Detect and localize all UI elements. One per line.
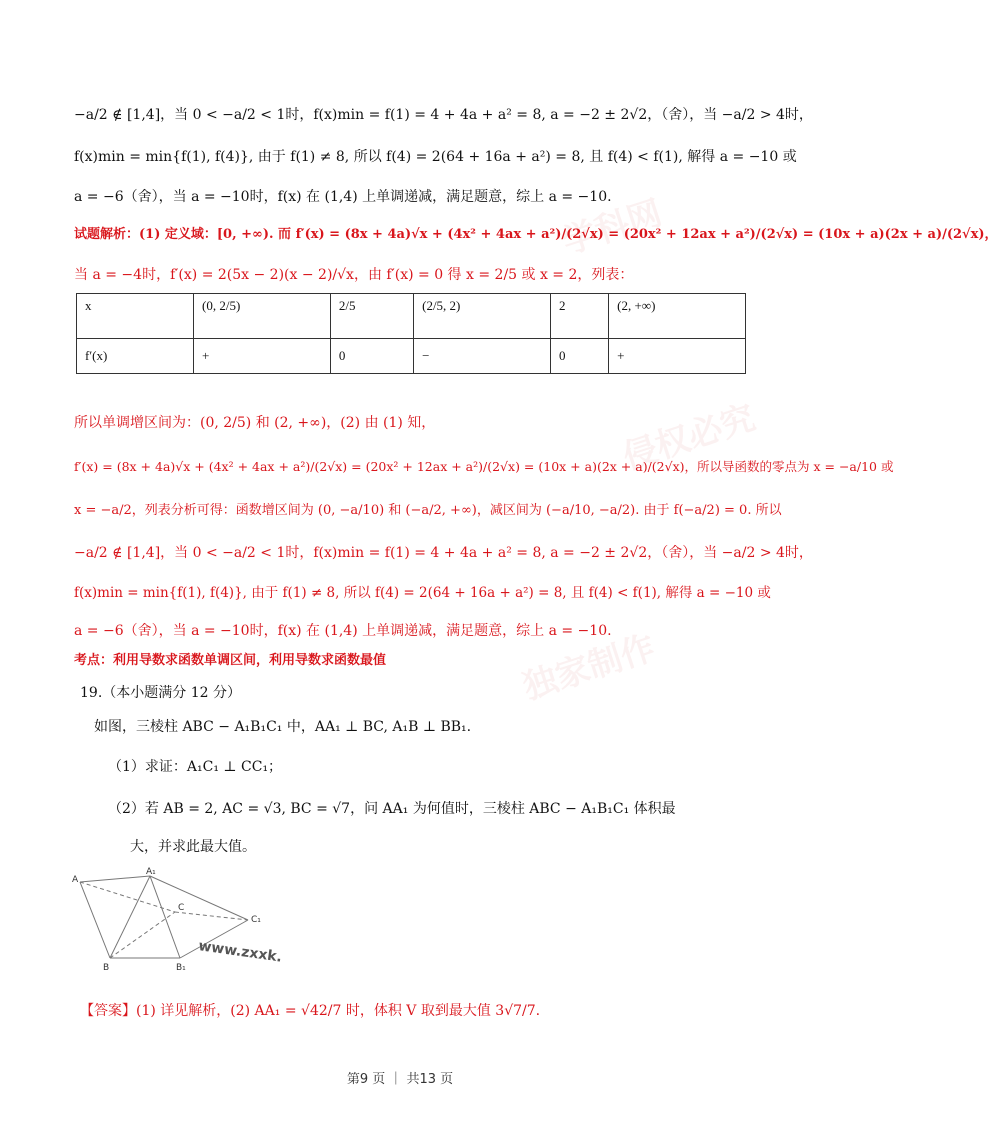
problem-intro: 如图，三棱柱 ABC − A₁B₁C₁ 中，AA₁ ⊥ BC, A₁B ⊥ BB₁. (94, 719, 472, 735)
edge-AA1 (80, 876, 150, 882)
table-row (77, 294, 746, 339)
analysis-line: 所以单调增区间为：(0, 2/5) 和 (2, +∞)，(2) 由 (1) 知， (74, 415, 436, 431)
answer-tag: 【答案】 (80, 1003, 136, 1019)
text-line: f(x)min = min{f(1), f(4)}, 由于 f(1) ≠ 8, 所以 f(4) = 2(64 + 16a + a²) = 8, 且 f(4) < f(1), 解得 a = −10 或 (74, 149, 797, 165)
vertex-label: B₁ (176, 963, 186, 973)
table-cell: 2 (550, 294, 608, 339)
watermark-logo: 学科网 (557, 193, 667, 263)
answer-line (80, 1000, 540, 1022)
page-footer: 第9 页 ｜ 共13 页 (346, 1072, 454, 1087)
problem-heading: 19.（本小题满分 12 分） (80, 685, 241, 701)
analysis-line: x = −a/2，列表分析可得：函数增区间为 (0, −a/10) 和 (−a/2, +∞)，减区间为 (−a/10, −a/2). 由于 f(−a/2) = 0. 所以 (74, 503, 782, 518)
table-cell: (0, 2/5) (194, 294, 331, 339)
table-cell: (2, +∞) (609, 294, 746, 339)
text-line: −a/2 ∉ [1,4]，当 0 < −a/2 < 1时，f(x)min = f(1) = 4 + 4a + a² = 8, a = −2 ± 2√2，（舍），当 −a/2 > 4时， (74, 107, 813, 123)
question-2: （2）若 AB = 2, AC = √3, BC = √7，问 AA₁ 为何值时，三棱柱 ABC − A₁B₁C₁ 体积最 (108, 801, 676, 817)
table-cell: + (194, 339, 331, 374)
sign-table (76, 293, 746, 374)
analysis-line: −a/2 ∉ [1,4]，当 0 < −a/2 < 1时，f(x)min = f(1) = 4 + 4a + a² = 8, a = −2 ± 2√2，（舍），当 −a/2 > 4时， (74, 545, 813, 561)
table-cell: (2/5, 2) (414, 294, 551, 339)
analysis-line: 试题解析：(1) 定义域：[0, +∞). 而 f′(x) = (8x + 4a)√x + (4x² + 4ax + a²)/(2√x) = (20x² + 12ax + a²)/(2√x) = (10x + a)(2x + a)/(2√x)， (74, 227, 998, 242)
vertex-label: A (72, 875, 79, 885)
edge-A1B (110, 876, 150, 958)
vertex-label: C (178, 903, 185, 913)
analysis-line: 当 a = −4时，f′(x) = 2(5x − 2)(x − 2)/√x，由 f′(x) = 0 得 x = 2/5 或 x = 2，列表： (74, 267, 634, 283)
table-cell: 0 (330, 339, 413, 374)
analysis-line: f(x)min = min{f(1), f(4)}, 由于 f(1) ≠ 8, 所以 f(4) = 2(64 + 16a + a²) = 8, 且 f(4) < f(1), 解得 a = −10 或 (74, 585, 771, 601)
table-cell: f′(x) (77, 339, 194, 374)
table-cell: x (77, 294, 194, 339)
watermark-text: 侵权必究 (618, 397, 760, 478)
question-2-cont: 大，并求此最大值。 (130, 839, 256, 855)
vertex-label: A₁ (146, 867, 156, 877)
figure-watermark: www.zxxk. (197, 938, 283, 966)
answer-text: (1) 详见解析，(2) AA₁ = √42/7 时，体积 V 取到最大值 3√7/7. (136, 1003, 541, 1019)
question-1: （1）求证：A₁C₁ ⊥ CC₁； (108, 759, 283, 775)
analysis-line: a = −6（舍），当 a = −10时，f(x) 在 (1,4) 上单调递减，满足题意，综上 a = −10. (74, 623, 612, 639)
table-cell: 2/5 (330, 294, 413, 339)
kaodian: 考点：利用导数求函数单调区间，利用导数求函数最值 (74, 653, 387, 668)
text-line: a = −6（舍），当 a = −10时，f(x) 在 (1,4) 上单调递减，满足题意，综上 a = −10. (74, 189, 612, 205)
edge-A1B1 (150, 876, 180, 958)
watermark-text: 独家制作 (518, 627, 660, 708)
analysis-line: f′(x) = (8x + 4a)√x + (4x² + 4ax + a²)/(2√x) = (20x² + 12ax + a²)/(2√x) = (10x + a)(2x + a)/(2√x)，所以导函数的零点为 x = −a/10 或 (74, 459, 894, 474)
table-cell: + (609, 339, 746, 374)
prism-figure (70, 867, 300, 980)
table-row (77, 339, 746, 374)
edge-A1C1 (150, 876, 248, 920)
edge-CC1 (175, 912, 248, 920)
edge-AC (80, 882, 175, 912)
table-cell: 0 (550, 339, 608, 374)
vertex-label: B (103, 963, 110, 973)
edge-AB (80, 882, 110, 958)
table-cell: − (414, 339, 551, 374)
vertex-label: C₁ (251, 915, 261, 925)
